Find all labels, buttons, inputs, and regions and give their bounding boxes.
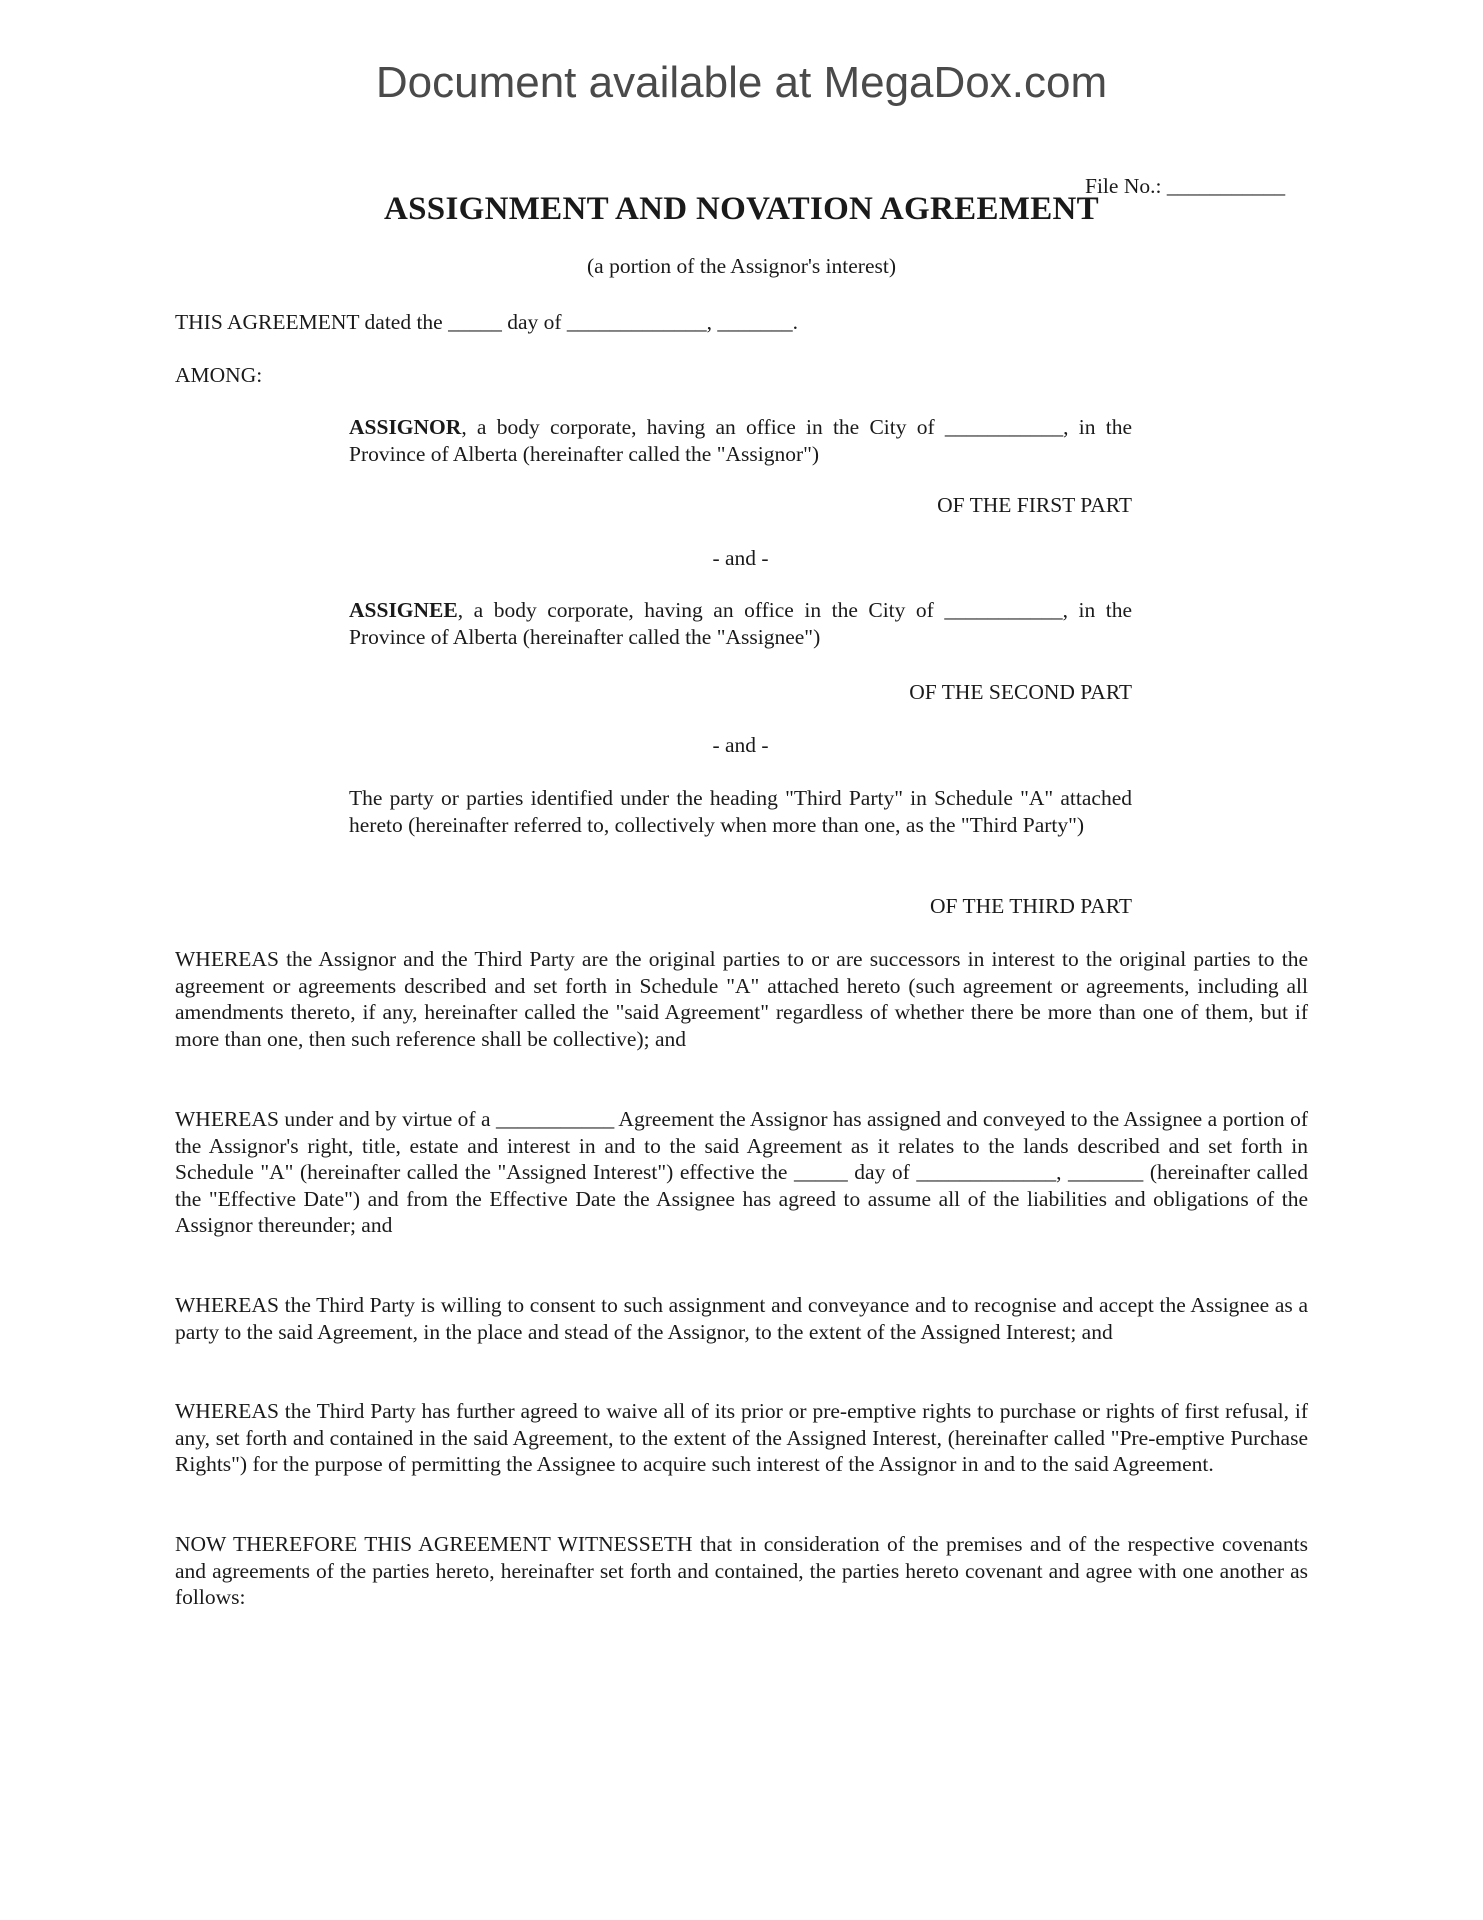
and-separator-1: - and -	[712, 546, 769, 570]
recital-paragraph: WHEREAS the Third Party is willing to consent to such assignment and conveyance and to recognise and accept the Assignee as a party to the said Agreement, in the place and stead of the Assignor, to the extent of the Assigned Interest; and	[175, 1293, 1308, 1344]
second-part-label: OF THE SECOND PART	[909, 680, 1132, 704]
assignee-name: ASSIGNEE	[349, 598, 458, 622]
assignor-description: , a body corporate, having an office in the City of ___________, in the Province of Alberta (hereinafter called the "Assignor")	[349, 415, 1132, 466]
recital-paragraph: WHEREAS the Assignor and the Third Party are the original parties to or are successors in interest to the original parties to the agreement or agreements described and set forth in Schedule "A" attached hereto (such agreement or agreements, including all amendments thereto, if any, hereinafter called the "said Agreement" regardless of whether there be more than one of them, but if more than one, then such reference shall be collective); and	[175, 947, 1308, 1051]
file-number-line: File No.: ___________	[1085, 174, 1286, 198]
agreement-date-line: THIS AGREEMENT dated the _____ day of _____________, _______.	[175, 310, 799, 334]
watermark-banner: Document available at MegaDox.com	[375, 58, 1108, 107]
first-part-label: OF THE FIRST PART	[937, 493, 1132, 517]
assignor-name: ASSIGNOR	[349, 415, 462, 439]
assignor-block	[349, 414, 1132, 467]
assignee-block	[349, 597, 1132, 650]
witnesseth-paragraph: NOW THEREFORE THIS AGREEMENT WITNESSETH that in consideration of the premises and of the respective covenants and agreements of the parties hereto, hereinafter set forth and contained, the parties hereto covenant and agree with one another as follows:	[175, 1532, 1308, 1609]
document-title: ASSIGNMENT AND NOVATION AGREEMENT	[384, 191, 1099, 227]
document-subtitle: (a portion of the Assignor's interest)	[587, 254, 896, 278]
and-separator-2: - and -	[712, 733, 769, 757]
among-label: AMONG:	[175, 363, 263, 387]
third-party-block: The party or parties identified under the heading "Third Party" in Schedule "A" attached hereto (hereinafter referred to, collectively when more than one, as the "Third Party")	[349, 786, 1132, 837]
recital-paragraph: WHEREAS under and by virtue of a ___________ Agreement the Assignor has assigned and conveyed to the Assignee a portion of the Assignor's right, title, estate and interest in and to the said Agreement as it relates to the lands described and set forth in Schedule "A" (hereinafter called the "Assigned Interest") effective the _____ day of _____________, _______ (hereinafter called the "Effective Date") and from the Effective Date the Assignee has agreed to assume all of the liabilities and obligations of the Assignor thereunder; and	[175, 1107, 1308, 1237]
third-part-label: OF THE THIRD PART	[929, 894, 1132, 918]
recital-paragraph: WHEREAS the Third Party has further agreed to waive all of its prior or pre-emptive rights to purchase or rights of first refusal, if any, set forth and contained in the said Agreement, to the extent of the Assigned Interest, (hereinafter called "Pre-emptive Purchase Rights") for the purpose of permitting the Assignee to acquire such interest of the Assignor in and to the said Agreement.	[175, 1399, 1308, 1476]
assignee-description: , a body corporate, having an office in the City of ___________, in the Province of Alberta (hereinafter called the "Assignee")	[349, 598, 1132, 649]
